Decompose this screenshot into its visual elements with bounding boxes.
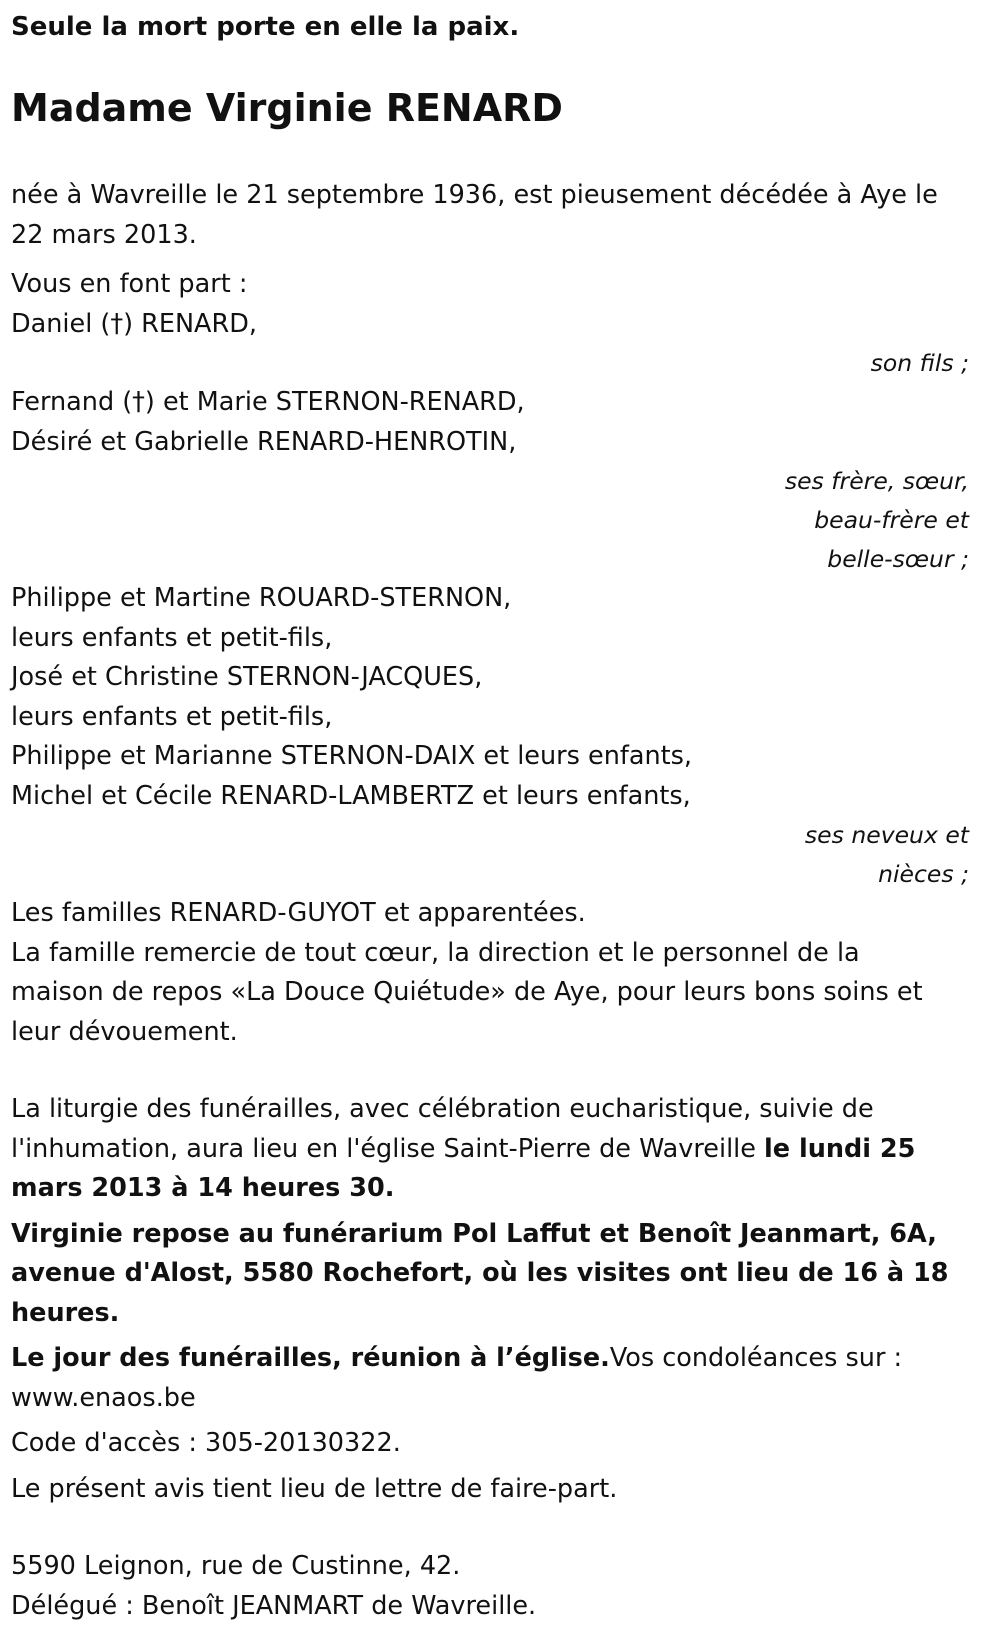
siblings-group bbox=[11, 383, 991, 462]
relation-line: ses frère, sœur, bbox=[11, 462, 991, 501]
son-name: Daniel (†) RENARD, bbox=[11, 305, 991, 345]
relation-siblings bbox=[11, 462, 991, 579]
meeting-paragraph bbox=[11, 1339, 991, 1418]
epigraph: Seule la mort porte en elle la paix. bbox=[11, 12, 519, 42]
nephews-group bbox=[11, 579, 991, 816]
nephew-line: leurs enfants et petit-fils, bbox=[11, 619, 991, 659]
address: 5590 Leignon, rue de Custinne, 42. bbox=[11, 1547, 991, 1587]
nephew-line: leurs enfants et petit-fils, bbox=[11, 698, 991, 738]
liturgy-line bbox=[11, 1130, 991, 1170]
relation-line: nièces ; bbox=[11, 855, 991, 894]
birth-death-paragraph bbox=[11, 176, 991, 255]
thanks-line: La famille remercie de tout cœur, la direction et le personnel de la bbox=[11, 934, 991, 974]
relation-line: belle-sœur ; bbox=[11, 540, 991, 579]
liturgy-time: mars 2013 à 14 heures 30. bbox=[11, 1169, 991, 1209]
nephew-line: Philippe et Marianne STERNON-DAIX et leurs enfants, bbox=[11, 737, 991, 777]
liturgy-paragraph bbox=[11, 1090, 991, 1209]
birth-death-line: 22 mars 2013. bbox=[11, 216, 991, 256]
nephew-line: Michel et Cécile RENARD-LAMBERTZ et leurs enfants, bbox=[11, 777, 991, 817]
meeting-text: Le jour des funérailles, réunion à l’église. bbox=[11, 1343, 610, 1373]
funerarium-line: avenue d'Alost, 5580 Rochefort, où les visites ont lieu de 16 à 18 bbox=[11, 1254, 991, 1294]
funerarium-line: heures. bbox=[11, 1294, 991, 1334]
nephew-line: Philippe et Martine ROUARD-STERNON, bbox=[11, 579, 991, 619]
obituary-body bbox=[11, 176, 991, 1626]
notice-line: Le présent avis tient lieu de lettre de faire-part. bbox=[11, 1470, 991, 1510]
website-link[interactable]: www.enaos.be bbox=[11, 1379, 991, 1419]
access-code: Code d'accès : 305-20130322. bbox=[11, 1424, 991, 1464]
nephew-line: José et Christine STERNON-JACQUES, bbox=[11, 658, 991, 698]
birth-death-line: née à Wavreille le 21 septembre 1936, est pieusement décédée à Aye le bbox=[11, 176, 991, 216]
thanks-line: maison de repos «La Douce Quiétude» de Aye, pour leurs bons soins et bbox=[11, 973, 991, 1013]
thanks-line: leur dévouement. bbox=[11, 1013, 991, 1053]
delegate: Délégué : Benoît JEANMART de Wavreille. bbox=[11, 1587, 991, 1626]
thanks-paragraph bbox=[11, 934, 991, 1053]
deceased-name: Madame Virginie RENARD bbox=[11, 86, 563, 130]
liturgy-date: le lundi 25 bbox=[764, 1134, 915, 1164]
sibling-line: Fernand (†) et Marie STERNON-RENARD, bbox=[11, 383, 991, 423]
relation-line: beau-frère et bbox=[11, 501, 991, 540]
announce-intro: Vous en font part : bbox=[11, 265, 991, 305]
sibling-line: Désiré et Gabrielle RENARD-HENROTIN, bbox=[11, 423, 991, 463]
funerarium-line: Virginie repose au funérarium Pol Laffut et Benoît Jeanmart, 6A, bbox=[11, 1215, 991, 1255]
announcement bbox=[11, 265, 991, 344]
liturgy-line: La liturgie des funérailles, avec célébration eucharistique, suivie de bbox=[11, 1090, 991, 1130]
funerarium-paragraph bbox=[11, 1215, 991, 1334]
condolences-text: Vos condoléances sur : bbox=[610, 1343, 902, 1373]
liturgy-text: l'inhumation, aura lieu en l'église Saint-Pierre de Wavreille bbox=[11, 1134, 764, 1164]
relation-nephews bbox=[11, 816, 991, 894]
relation-line: ses neveux et bbox=[11, 816, 991, 855]
relation-son: son fils ; bbox=[11, 344, 991, 383]
families-line: Les familles RENARD-GUYOT et apparentées. bbox=[11, 894, 991, 934]
